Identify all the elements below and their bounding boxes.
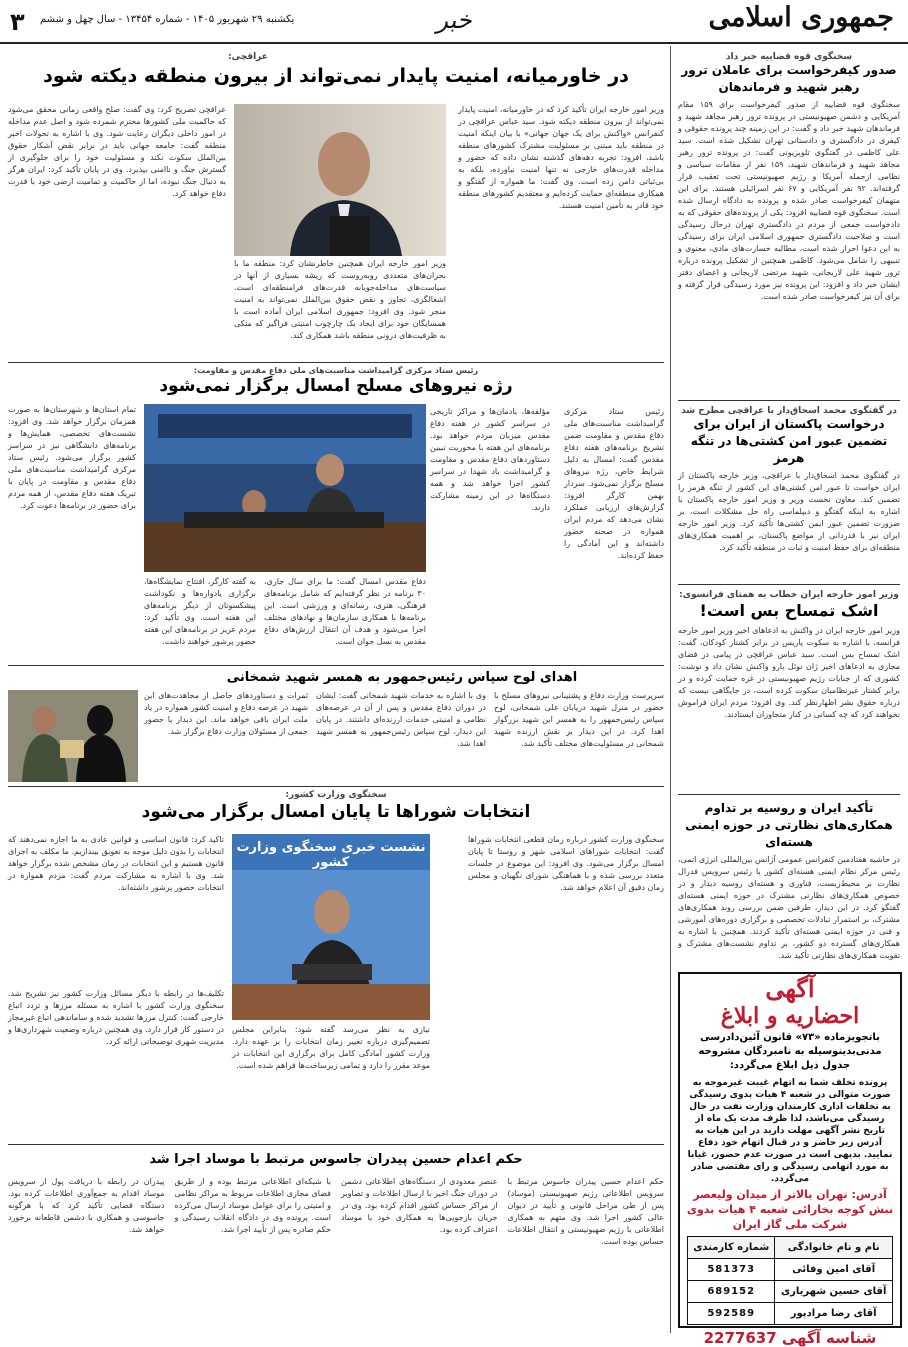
body-col <box>8 104 226 358</box>
kicker: سخنگوی قوه قضاییه خبر داد <box>725 52 853 62</box>
press-conference-icon <box>144 404 426 572</box>
headline: اهدای لوح سپاس رئیس‌جمهور به همسر شهید شمخانی <box>226 670 578 685</box>
headline: رژه نیروهای مسلح امسال برگزار نمی‌شود <box>159 376 513 396</box>
table-header <box>688 1237 893 1259</box>
body-col <box>8 988 224 1140</box>
news-russia <box>678 800 900 966</box>
body-text: تاکید کرد: قانون اساسی و قوانین عادی به ما اجازه نمی‌دهند که انتخابات را بدون دلیل موجه به تعویق بیندازیم. ما مکلف به اجرای قانون هستیم و این انتخابات در زمان مشخص شده برگزار خواهد شد. وی با اشاره به مشارکت مردم گفت: مردم همواره در انتخابات حضور پرشور داشته‌اند. <box>8 835 224 892</box>
article-execution-head <box>8 1148 664 1172</box>
body-text: رئیس ستاد مرکزی گرامیداشت مناسبت‌های ملی دفاع مقدس و مقاومت ضمن تشریح برنامه‌های هفته دفاع مقدس گفت: امسال به دلیل شرایط خاص، رژه نیروهای مسلح برگزار نمی‌شود. سردار بهمن کارگر افزود: گزارش‌های ارزیابی عملکرد نشان می‌دهد که مردم ایران همواره در صحنه حضور داشته‌اند و این آمادگی را حفظ کرده‌اند. <box>564 407 664 560</box>
article-execution-body <box>8 1176 664 1326</box>
ad-id: 2277637 <box>703 1329 777 1347</box>
ad-title: آگهی <box>765 974 815 1003</box>
kicker: سخنگوی وزارت کشور: <box>285 790 387 800</box>
body-text: حکم اعدام حسین پیدران جاسوس مرتبط با سرویس اطلاعاتی رژیم صهیونیستی (موساد) پس از طی مراحل قانونی و تأیید در دیوان عالی کشور اجرا شد. وی متهم به همکاری اطلاعاتی با رژیم صهیونیستی و انتقال اطلاعات حساس بوده است. <box>507 1177 664 1246</box>
headline: در خاورمیانه، امنیت پایدار نمی‌تواند از بیرون منطقه دیکته شود <box>43 65 629 87</box>
kicker: رئیس ستاد مرکزی گرامیداشت مناسبت‌های ملی دفاع مقدس و مقاومت: <box>193 366 479 375</box>
news-judiciary <box>678 52 900 398</box>
body-text: پیدران در رابطه با دریافت پول از سرویس موساد اقدام به جمع‌آوری اطلاعات کرده بود. دستگاه قضایی تأکید کرد که با هرگونه جاسوسی و همکاری با دشمن قاطعانه برخورد خواهد شد. <box>8 1177 165 1234</box>
column-divider <box>670 46 671 1333</box>
row-name: آقای حسین شهریاری <box>775 1281 893 1303</box>
divider <box>678 400 900 401</box>
page-header <box>0 0 908 44</box>
body-text: تمام استان‌ها و شهرستان‌ها به صورت همزمان برگزار خواهد شد. وی افزود: نشست‌های تخصصی، همایش‌ها و برنامه‌های دانشگاهی نیز در سراسر کشور برگزار می‌شود. رئیس ستاد مرکزی گرامیداشت مناسبت‌های ملی دفاع مقدس و مقاومت در پایان با تبریک هفته دفاع مقدس، از همه مردم برای حضور در برنامه‌ها دعوت کرد. <box>8 405 136 510</box>
body-text: ثمرات و دستاوردهای حاصل از مجاهدت‌های این شهید در عرصه دفاع و امنیت کشور همواره در یاد ملت ایران باقی خواهد ماند. این دیدار با حضور جمعی از مسئولان وزارت دفاع برگزار شد. <box>144 691 308 736</box>
news-pakistan <box>678 406 900 582</box>
body-col <box>234 258 446 358</box>
headline: اشک تمساح بس است! <box>699 601 879 620</box>
portrait-icon <box>234 104 446 256</box>
ad-law: باتجویزماده «۷۳» قانون آئین‌دادرسی مدنی‌بدینوسیله به نامبردگان مشروحه جدول ذیل ابلاغ می‌گردد: <box>698 1032 882 1071</box>
kicker: عراقچی: <box>228 52 268 62</box>
section-title: خبر <box>436 6 472 34</box>
body-col <box>458 104 664 356</box>
ceremony-icon <box>8 690 138 782</box>
divider <box>8 665 664 666</box>
body-col <box>8 404 136 662</box>
news-france <box>678 590 900 792</box>
col-id: شماره کارمندی <box>688 1237 775 1259</box>
body-text: در حاشیه هفتادمین کنفرانس عمومی آژانس بین‌المللی انرژی اتمی، رئیس مرکز نظام ایمنی هسته‌ای کشور با رئیس سرویس فدرال نظارت بر محیط‌زیست، فناوری و هسته‌ای روسیه دیدار و در خصوص همکاری‌های نظارتی مشترک در حوزه ایمنی هسته‌ای گفتگو کرد. در این دیدار، طرفین ضمن بررسی روند همکاری‌های مشترک، بر استمرار تبادلات تخصصی و برگزاری دوره‌های آموزشی و فنی در حوزه ایمنی هسته‌ای تأکید کردند. همچنین با اشاره به همکاری‌های گسترده دو کشور، بر تداوم نشست‌های مشترک و تقویت همکاری‌های نظارتی تأکید شد. <box>678 855 900 960</box>
body-text: تکلیف‌ها در رابطه با دیگر مسائل وزارت کشور نیز تشریح شد. سخنگوی وزارت کشور با اشاره به مسئله مرزها و تردد اتباع خارجی گفت: کنترل مرزها تشدید شده و ساماندهی اتباع غیرمجاز در دستور کار قرار دارد. وی همچنین درباره وضعیت شهرداری‌ها و مدیریت شهری توضیحاتی ارائه کرد. <box>8 989 224 1046</box>
body-text: در گفتگوی محمد اسحاق‌دار با عراقچی، وزیر خارجه پاکستان از ایران خواست تا عبور امن کشتی‌های این کشور از تنگه هرمز را تضمین کند. معاون نخست وزیر و وزیر امور خارجه پاکستان با اشاره به اینکه گفتگو و دیپلماسی راه حل مشکلات است، بر ضرورت تضمین عبور ایمن کشتی‌ها تأکید کرد. وزیر امور خارجه ایران نیز با قدردانی از مواضع پاکستان، بر اهمیت همکاری‌های منطقه‌ای برای حفظ امنیت و ثبات در منطقه تأکید کرد. <box>678 471 900 552</box>
body-text: سخنگوی قوه قضاییه از صدور کیفرخواست برای ۱۵۹ مقام آمریکایی و دشمن صهیونیستی در پرونده ترور رهبر مجاهد شهید و فرماندهان شهید خبر داد و گفت: در این زمینه چند پرونده حقوقی و کیفری در دادگستری و دادستانی تهران تشکیل شده است. سید علی کاظمی در گفتگوی تلویزیونی گفت: در پرونده ترور رهبر مجاهد شهید و فرماندهان شهید، ۱۵۹ نفر از مقامات سیاسی و نظامی ازجمله آمریکا و رژیم صهیونیستی تحت تعقیب قرار گرفته‌اند. ۹۲ نفر آمریکایی و ۶۷ نفر اسرائیلی هستند. برای این متهمان کیفرخواست صادر شده و پرونده به دادگاه ارسال شده است. سخنگوی قوه قضاییه افزود: یکی از پرونده‌های حقوقی که به دادخواست جمعی از مردم در دادگستری تهران درحال رسیدگی است و صلاحیت دادگستری جمهوری اسلامی ایران برای رسیدگی به این دعوا احراز شده است، مطالبه خسارت‌های مادی، معنوی و تنبیهی را شامل می‌شود. کاظمی همچنین از تشکیل پرونده درباره ترور شهید علی لاریجانی، شهید مرتضی لاریجانی و اعضای دفتر ایشان خبر داد و افزود: این پرونده نیز مورد رسیدگی قرار گرفته و برای آن نیز کیفرخواست صادر شده است. <box>678 100 900 301</box>
table-row <box>688 1303 893 1325</box>
photo-shamkhani <box>8 690 138 782</box>
ad-subtitle: احضاریه و ابلاغ <box>720 1003 860 1029</box>
headline: تأکید ایران و روسیه بر تداوم همکاری‌های نظارتی در حوزه ایمنی هسته‌ای <box>685 801 893 849</box>
kicker: در گفتگوی محمد اسحاق‌دار با عراقچی مطرح شد <box>681 406 897 416</box>
body-col <box>8 834 224 984</box>
row-id: 592589 <box>688 1303 775 1325</box>
body-col <box>468 834 664 1140</box>
body-col <box>494 690 664 782</box>
body-col <box>316 690 486 782</box>
photo-araghchi <box>234 104 446 256</box>
table-row <box>688 1281 893 1303</box>
article-shamkhani-head <box>140 668 664 688</box>
divider <box>8 362 664 363</box>
body-text: وزیر امور خارجه ایران تأکید کرد که در خاورمیانه، امنیت پایدار نمی‌تواند از بیرون منطقه دیکته شود. سید عباس عراقچی در کنفرانس «واکنش برای یک جهان جهانی» با بیان اینکه امنیت در منطقه باید مبتنی بر مسئولیت مشترک کشورهای منطقه باشد، افزود: تجربه دهه‌های گذشته نشان داده که حضور و مداخله قدرت‌های خارجی نه تنها امنیت نیاورده، بلکه به بی‌ثباتی دامن زده است. وی گفت: ما همواره از گفتگو و همکاری منطقه‌ای حمایت کرده‌ایم و معتقدیم کشورهای منطقه خود قادر به تأمین امنیت هستند. <box>458 105 664 210</box>
table-row <box>688 1259 893 1281</box>
kicker: وزیر امور خارجه ایران خطاب به همتای فرانسوی: <box>679 590 899 600</box>
divider <box>8 786 664 787</box>
article-araghchi-head <box>8 52 664 102</box>
body-col <box>430 406 550 662</box>
body-text: وی با اشاره به خدمات شهید شمخانی گفت: ایشان در دوران دفاع مقدس و پس از آن در عرصه‌های نظامی و امنیتی خدمات ارزنده‌ای داشتند. در پایان این دیدار، لوح سپاس رئیس‌جمهور به همسر شهید اهدا شد. <box>316 691 486 748</box>
body-text: سرپرست وزارت دفاع و پشتیبانی نیروهای مسلح با حضور در منزل شهید دریابان علی شمخانی، لوح سپاس رئیس‌جمهور را به همسر این شهید بزرگوار اهدا کرد. در این دیدار بر نقش ارزنده شهید شمخانی در مسئولیت‌های مختلف تأکید شد. <box>494 691 664 748</box>
body-text: نیازی به نظر می‌رسد گفته شود: بنابراین مجلس تصمیم‌گیری درباره تغییر زمان انتخابات را بر عهده دارد. وزارت کشور آمادگی کامل برای برگزاری این انتخابات در موعد مقرر را دارد و تمامی زیرساخت‌ها فراهم شده است. <box>232 1025 430 1070</box>
legal-notice-ad <box>678 972 902 1347</box>
headline: حکم اعدام حسین پیدران جاسوس مرتبط با موساد اجرا شد <box>149 1152 523 1167</box>
ad-footer <box>680 1329 900 1347</box>
page-number: ۳ <box>10 8 25 36</box>
col-name: نام و نام خانوادگی <box>775 1237 893 1259</box>
ad-body: پرونده تخلف شما به اتهام غیبت غیرموجه به صورت متوالی در شعبه ۴ هیات بدوی رسیدگی به تخلفات اداری کارمندان وزارت نفت در حال رسیدگی می‌باشد، لذا ظرف مدت یک ماه از تاریخ نشر آگهی مهلت دارید در این هیات به آدرس زیر حاضر و در قبال اتهام خود دفاع نمایید. بدیهی است در صورت عدم حضور، غیابا به مورد اتهامی رسیدگی و رای مقتضی صادر می‌گردد. <box>687 1078 893 1184</box>
headline: درخواست پاکستان از ایران برای تضمین عبور امن کشتی‌ها در تنگه هرمز <box>690 417 888 465</box>
divider <box>678 584 900 585</box>
body-col <box>144 690 308 782</box>
ad-id-label: شناسه آگهی <box>781 1329 877 1347</box>
photo-caption: نشست خبری سخنگوی وزارت کشور <box>236 840 426 870</box>
body-text: وزیر امور خارجه ایران در واکنش به ادعاهای اخیر وزیر امور خارجه فرانسه، با اشاره به سکوت پاریس در برابر کشتار کودکان، گفت: اشک تمساح بس است. سید عباس عراقچی در پیامی در فضای مجازی به ادعاهای اخیر ژان نوئل بارو واکنش نشان داد و نوشت: کشوری که از جنایات رژیم صهیونیستی در غزه حمایت کرده و در برابر کشتار غیرنظامیان سکوت کرده است، در جایگاهی نیست که درباره حقوق بشر اظهارنظر کند. وی افزود: مردم ایران فراموش نخواهند کرد که چه کسانی در کنار متجاوزان ایستادند. <box>678 626 900 719</box>
body-text: به گفته کارگر، افتتاح نمایشگاه‌ها، برگزاری یادواره‌ها و نکوداشت پیشکسوتان از دیگر برنامه‌های این هفته است. وی تأکید کرد: مردم عزیز در برنامه‌های این هفته حضور پرشور خواهند داشت. <box>144 577 256 646</box>
body-col <box>232 1024 430 1140</box>
body-text: دفاع مقدس امسال گفت: ما برای سال جاری، ۳۰ برنامه در نظر گرفته‌ایم که شامل برنامه‌های فرهنگی، هنری، رسانه‌ای و ورزشی است. این برنامه‌ها با همکاری سازمان‌ها و نهادهای مختلف اجرا می‌شود و هدف آن انتقال ارزش‌های دفاع مقدس به نسل جوان است. <box>264 577 426 646</box>
row-id: 689152 <box>688 1281 775 1303</box>
headline: صدور کیفرخواست برای عاملان ترور رهبر شهید و فرماندهان <box>681 63 897 94</box>
body-text: وزیر امور خارجه ایران همچنین خاطرنشان کرد: منطقه ما با بحران‌های متعددی روبه‌روست که ریشه بسیاری از آنها در سیاست‌های مداخله‌جویانه قدرت‌های فرامنطقه‌ای است. اشغالگری، تجاوز و نقض حقوق بین‌الملل نمی‌تواند به امنیت منجر شود. وی افزود: جمهوری اسلامی ایران آماده است با همسایگان خود برای ایجاد یک چارچوب امنیتی فراگیر که متکی به ظرفیت‌های درونی منطقه باشد همکاری کند. <box>234 259 446 340</box>
ad-address: آدرس: تهران بالاتر از میدان ولیعصر نبش کوچه بخارائی شعبه ۴ هیات بدوی شرکت ملی گاز ایران <box>686 1188 894 1231</box>
body-col <box>564 406 664 662</box>
body-text: عراقچی تصریح کرد: وی گفت: صلح واقعی زمانی محقق می‌شود که حاکمیت ملی کشورها محترم شمرده شود و اصل عدم مداخله در امور داخلی دیگران رعایت شود. وی با اشاره به تحولات اخیر منطقه گفت: جامعه جهانی باید در برابر نقض آشکار حقوق بین‌الملل سکوت نکند و مسئولیت خود را برای جلوگیری از گسترش جنگ و ناامنی بپذیرد. وی در پایان تأکید کرد: ایران هرگز به دنبال جنگ نبوده، اما از حاکمیت و تمامیت ارضی خود با قدرت دفاع خواهد کرد. <box>8 105 226 198</box>
row-name: آقای رضا مرادپور <box>775 1303 893 1325</box>
article-parade-head <box>8 366 664 402</box>
body-text: مؤلفه‌ها، یادمان‌ها و مراکز تاریخی در سراسر کشور در هفته دفاع مقدس میزبان مردم خواهد بود. برنامه‌های این هفته با محوریت تبیین دستاوردهای دفاع مقدس و مقاومت و گرامیداشت یاد شهدا در سراسر کشور اجرا خواهد شد و همه دستگاه‌ها در این زمینه مشارکت دارند. <box>430 407 550 512</box>
issue-date: یکشنبه ۲۹ شهریور ۱۴۰۵ - شماره ۱۳۴۵۴ - سال چهل و ششم <box>40 14 295 25</box>
body-text: با شبکه‌ای اطلاعاتی مرتبط بوده و از طریق فضای مجازی اطلاعات مربوط به مراکز نظامی و امنیتی را برای عوامل موساد ارسال می‌کرده است. پرونده وی در دادگاه انقلاب رسیدگی و حکم صادره پس از تأیید اجرا شد. <box>174 1177 331 1234</box>
body-text: سخنگوی وزارت کشور درباره زمان قطعی انتخابات شوراها گفت: انتخابات شوراهای اسلامی شهر و روستا تا پایان امسال برگزار می‌شود. وی افزود: این موضوع در جلسات متعدد بررسی شده و با هماهنگی شورای نگهبان و مجلس زمان دقیق آن اعلام خواهد شد. <box>468 835 664 892</box>
body-col <box>144 576 256 662</box>
headline: انتخابات شوراها تا پایان امسال برگزار می‌شود <box>141 802 531 822</box>
divider <box>8 1144 664 1145</box>
masthead: جمهوری اسلامی <box>708 2 894 33</box>
body-text: عنصر معدودی از دستگاه‌های اطلاعاتی دشمن در دوران جنگ اخیر با ارسال اطلاعات و تصاویر از مراکز حساس کشور اقدام کرده بود. وی در جریان بازجویی‌ها به همکاری خود با موساد اعتراف کرده بود. <box>341 1177 498 1234</box>
article-elections-head <box>8 790 664 830</box>
ad-table <box>687 1236 893 1325</box>
row-name: آقای امین وفائی <box>775 1259 893 1281</box>
divider <box>678 794 900 795</box>
photo-interior <box>232 834 430 1020</box>
photo-press <box>144 404 426 572</box>
row-id: 581373 <box>688 1259 775 1281</box>
body-col <box>264 576 426 662</box>
